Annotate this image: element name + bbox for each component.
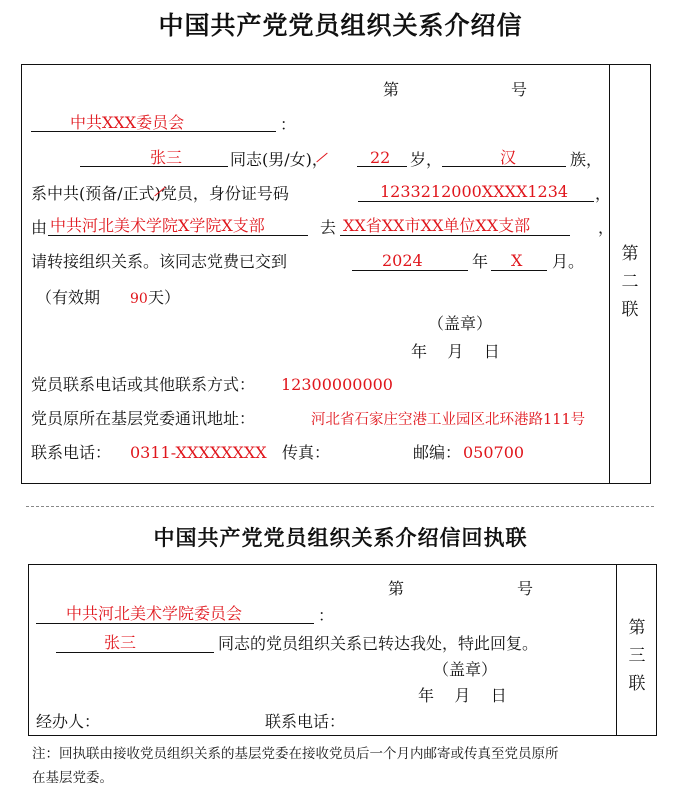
receipt-title: 中国共产党党员组织关系介绍信回执联: [153, 525, 528, 550]
letter-date: 年 月 日: [411, 342, 500, 361]
gender-label: 同志(男/女)，: [230, 150, 328, 169]
to-label: 去: [320, 218, 337, 237]
tear-line: [26, 506, 654, 507]
to-comma: ，: [598, 218, 615, 237]
receipt-side-divider: [616, 564, 617, 736]
letter-side-label: 第二联: [621, 244, 639, 320]
party-member-label: 系中共(预备/正式)党员，身份证号码: [31, 184, 289, 203]
member-age: 22: [370, 148, 391, 167]
receipt-date: 年 月 日: [418, 686, 507, 705]
fee-month-label: 月。: [552, 252, 585, 271]
member-ethnicity: 汉: [500, 148, 517, 167]
fee-month: X: [511, 251, 523, 270]
handler-label: 经办人：: [36, 712, 101, 731]
letter-number-di: 第: [383, 80, 400, 99]
receipt-number-hao: 号: [517, 579, 534, 598]
postcode-label: 邮编：: [413, 443, 462, 462]
from-label: 由: [31, 218, 48, 237]
contact-label: 党员联系电话或其他联系方式：: [31, 375, 256, 394]
fee-year: 2024: [382, 251, 423, 270]
address-label: 党员原所在基层党委通讯地址：: [31, 409, 256, 428]
letter-title: 中国共产党党员组织关系介绍信: [158, 11, 523, 40]
letter-recipient: 中共XXX委员会: [70, 113, 185, 132]
receipt-name: 张三: [104, 633, 137, 652]
age-unit: 岁，: [410, 150, 443, 169]
address: 河北省石家庄空港工业园区北环港路111号: [311, 412, 586, 428]
to-org: XX省XX市XX单位XX支部: [343, 216, 531, 235]
validity-days: 90: [130, 291, 148, 307]
from-org: 中共河北美术学院X学院X支部: [50, 216, 265, 235]
letter-side-divider: [609, 64, 610, 484]
phone-label: 联系电话：: [31, 443, 112, 462]
contact-phone: 12300000000: [281, 375, 393, 394]
note-line-2: 在基层党委。: [32, 770, 113, 786]
receipt-number-di: 第: [388, 579, 405, 598]
letter-seal: （盖章）: [428, 314, 493, 333]
receipt-recipient: 中共河北美术学院委员会: [66, 604, 243, 623]
postcode: 050700: [463, 443, 525, 462]
receipt-seal: （盖章）: [433, 660, 498, 679]
fax-label: 传真：: [282, 443, 331, 462]
receipt-contact-label: 联系电话：: [265, 712, 346, 731]
letter-number-hao: 号: [511, 80, 528, 99]
phone-number: 0311-XXXXXXXX: [130, 443, 267, 462]
receipt-colon: ：: [318, 606, 335, 625]
id-comma: ，: [595, 184, 612, 203]
letter-colon: ：: [280, 115, 297, 134]
validity-unit: 天）: [148, 288, 181, 307]
receipt-side-label: 第三联: [628, 618, 646, 694]
ethnicity-unit: 族，: [570, 150, 603, 169]
note-line-1: 注：回执联由接收党员组织关系的基层党委在接收党员后一个月内邮寄或传真至党员原所: [32, 746, 559, 762]
fee-year-label: 年: [472, 252, 489, 271]
transfer-text: 请转接组织关系。该同志党费已交到: [31, 252, 288, 271]
member-name: 张三: [150, 148, 183, 167]
id-number: 1233212000XXXX1234: [380, 182, 569, 201]
validity-label: （有效期: [36, 288, 101, 307]
receipt-body: 同志的党员组织关系已转达我处，特此回复。: [218, 634, 539, 653]
